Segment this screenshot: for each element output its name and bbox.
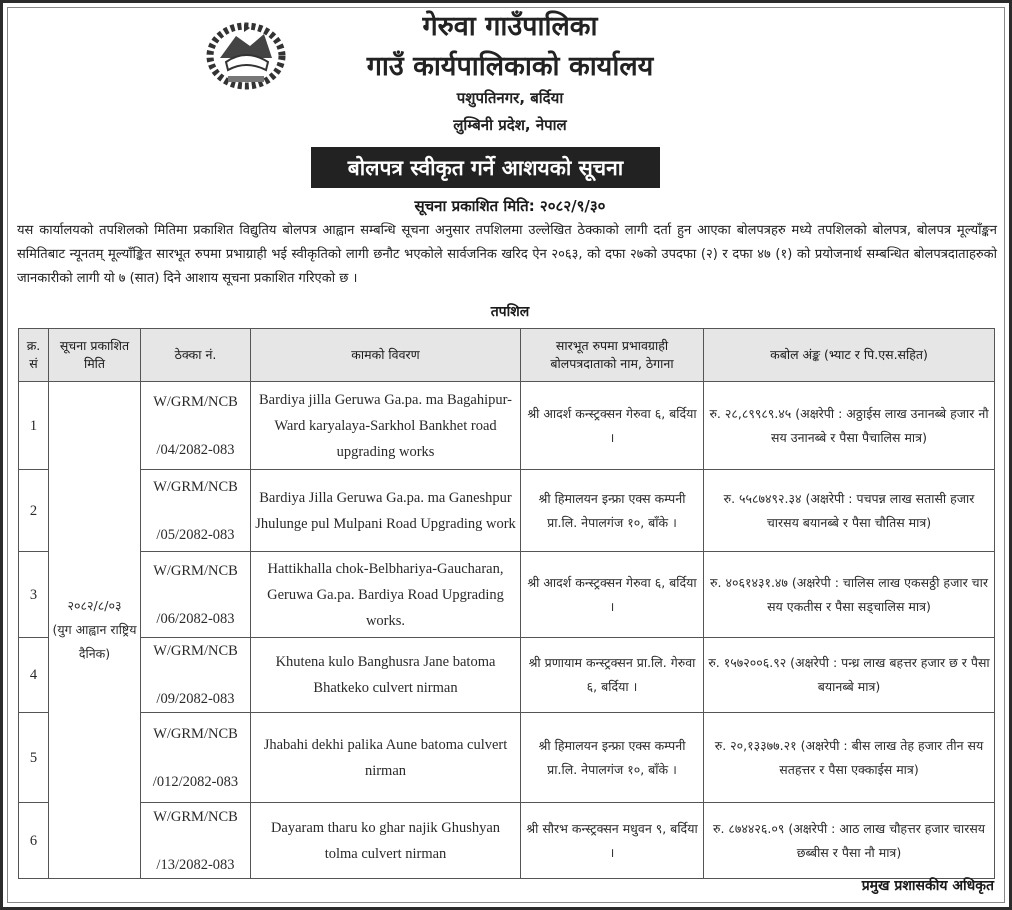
contract-no-prefix: W/GRM/NCB [153, 643, 238, 659]
header-amount: कबोल अंङ्क (भ्याट र पि.एस.सहित) [704, 329, 995, 382]
bid-amount: रु. ५५८७४९२.३४ (अक्षरेपी : पचपन्न लाख सतासी हजार चारसय बयानब्बे र पैसा चौतिस मात्र) [704, 470, 995, 552]
work-description: Dayaram tharu ko ghar najik Ghushyan tolma culvert nirman [251, 803, 521, 879]
work-description: Khutena kulo Banghusra Jane batoma Bhatkeko culvert nirman [251, 638, 521, 713]
bid-amount: रु. ८७४४२६.०९ (अक्षरेपी : आठ लाख चौहत्तर हजार चारसय छब्बीस र पैसा नौ मात्र) [704, 803, 995, 879]
notice-date-value: २०८२/८/०३ [67, 598, 122, 613]
schedule-label: तपशिल [490, 304, 530, 320]
contract-no-prefix: W/GRM/NCB [153, 808, 238, 825]
contract-no-cell [141, 382, 251, 470]
work-description: Hattikhalla chok-Belbhariya-Gaucharan, Geruwa Ga.pa. Bardiya Road Upgrading works. [251, 552, 521, 638]
bid-amount: रु. २०,१३३७७.२१ (अक्षरेपी : बीस लाख तेह हजार तीन सय सतहत्तर र पैसा एक्काईस मात्र) [704, 713, 995, 803]
contract-no-suffix: /05/2082-083 [156, 526, 235, 543]
contract-no-suffix: /06/2082-083 [156, 610, 235, 627]
row-sn: 2 [19, 470, 49, 552]
notice-source: (युग आह्वान राष्ट्रिय दैनिक) [52, 622, 137, 661]
row-sn: 3 [19, 552, 49, 638]
contract-no-cell [141, 713, 251, 803]
contract-no-cell [141, 470, 251, 552]
signatory-title: प्रमुख प्रशासकीय अधिकृत [861, 878, 994, 894]
office-address: पशुपतिनगर, बर्दिया [456, 89, 564, 107]
contract-no-prefix: W/GRM/NCB [153, 725, 238, 742]
row-sn: 5 [19, 713, 49, 803]
contract-no-suffix: /09/2082-083 [156, 691, 235, 707]
nepal-emblem-icon [206, 18, 286, 90]
header-sn: क्र. सं [19, 329, 49, 382]
contract-no-suffix: /04/2082-083 [156, 441, 235, 458]
office-province: लुम्बिनी प्रदेश, नेपाल [453, 116, 567, 134]
contract-no-cell [141, 552, 251, 638]
contract-no-cell [141, 638, 251, 713]
table-row [19, 638, 995, 713]
office-name: गाउँ कार्यपालिकाको कार्यालय [366, 51, 654, 82]
municipality-name: गेरुवा गाउँपालिका [422, 11, 598, 42]
work-description: Bardiya jilla Geruwa Ga.pa. ma Bagahipur-Ward karyalaya-Sarkhol Bankhet road upgrading works [251, 382, 521, 470]
row-sn: 4 [19, 638, 49, 713]
bidder-name-address: श्री प्रणायाम कन्स्ट्रक्सन प्रा.लि. गेरुवा ६, बर्दिया । [521, 638, 704, 713]
table-row [19, 552, 995, 638]
bid-amount: रु. १५७२००६.९२ (अक्षरेपी : पन्ध्र लाख बहत्तर हजार छ र पैसा बयानब्बे मात्र) [704, 638, 995, 713]
table-header-row [19, 329, 995, 382]
header-notice-date: सूचना प्रकाशित मिति [49, 329, 141, 382]
header-description: कामको विवरण [251, 329, 521, 382]
table-row [19, 382, 995, 470]
work-description: Jhabahi dekhi palika Aune batoma culvert nirman [251, 713, 521, 803]
row-sn: 6 [19, 803, 49, 879]
bid-table [18, 328, 995, 879]
bidder-name-address: श्री सौरभ कन्स्ट्रक्सन मधुवन ९, बर्दिया । [521, 803, 704, 879]
published-date: सूचना प्रकाशित मिति: २०८२/९/३० [414, 197, 606, 215]
header-contract-no: ठेक्का नं. [141, 329, 251, 382]
bidder-name-address: श्री हिमालयन इन्फ्रा एक्स कम्पनी प्रा.लि. नेपालगंज १०, बाँके । [521, 470, 704, 552]
bid-amount: रु. ४०६१४३१.४७ (अक्षरेपी : चालिस लाख एकसठ्ठी हजार चार सय एकतीस र पैसा सड्चालिस मात्र) [704, 552, 995, 638]
bid-amount: रु. २८,८९९८९.४५ (अक्षरेपी : अठ्ठाईस लाख उनानब्बे हजार नौ सय उनानब्बे र पैसा पैचालिस मात्र) [704, 382, 995, 470]
contract-no-prefix: W/GRM/NCB [153, 562, 238, 579]
row-sn: 1 [19, 382, 49, 470]
contract-no-cell [141, 803, 251, 879]
header-bidder: सारभूत रुपमा प्रभावग्राही बोलपत्रदाताको नाम, ठेगाना [521, 329, 704, 382]
notice-date-cell [49, 382, 141, 879]
contract-no-suffix: /13/2082-083 [156, 856, 235, 873]
work-description: Bardiya Jilla Geruwa Ga.pa. ma Ganeshpur Jhulunge pul Mulpani Road Upgrading work [251, 470, 521, 552]
table-row [19, 713, 995, 803]
contract-no-suffix: /012/2082-083 [152, 773, 239, 790]
notice-title: बोलपत्र स्वीकृत गर्ने आशयको सूचना [311, 147, 660, 188]
table-row [19, 803, 995, 879]
bidder-name-address: श्री आदर्श कन्स्ट्रक्सन गेरुवा ६, बर्दिया । [521, 552, 704, 638]
table-row [19, 470, 995, 552]
bidder-name-address: श्री हिमालयन इन्फ्रा एक्स कम्पनी प्रा.लि. नेपालगंज १०, बाँके । [521, 713, 704, 803]
notice-body: यस कार्यालयको तपशिलको मितिमा प्रकाशित विद्युतिय बोलपत्र आह्वान सम्बन्धि सूचना अनुसार तपशिलमा उल्लेखित ठेक्काको लागी दर्ता हुन आएका बोलपत्रहरु मध्ये तपशिलको बोलपत्र, बोलपत्र मूल्याँङ्कन समितिबाट न्यूनतम् मूल्याँङ्कित सारभूत रुपमा प्रभाग्राही भई स्वीकृतिको लागी छनौट भएकोले सार्वजनिक खरिद ऐन २०६३, को दफा २७को उपदफा (२) र दफा ४७ (१) को प्रयोजनार्थ सम्बन्धित बोलपत्रदाताहरुको जानकारीको लागी यो ७ (सात) दिने आशाय सूचना प्रकाशित गरिएको छ । [17, 223, 997, 286]
contract-no-prefix: W/GRM/NCB [153, 478, 238, 495]
bidder-name-address: श्री आदर्श कन्स्ट्रक्सन गेरुवा ६, बर्दिया । [521, 382, 704, 470]
contract-no-prefix: W/GRM/NCB [153, 393, 238, 410]
